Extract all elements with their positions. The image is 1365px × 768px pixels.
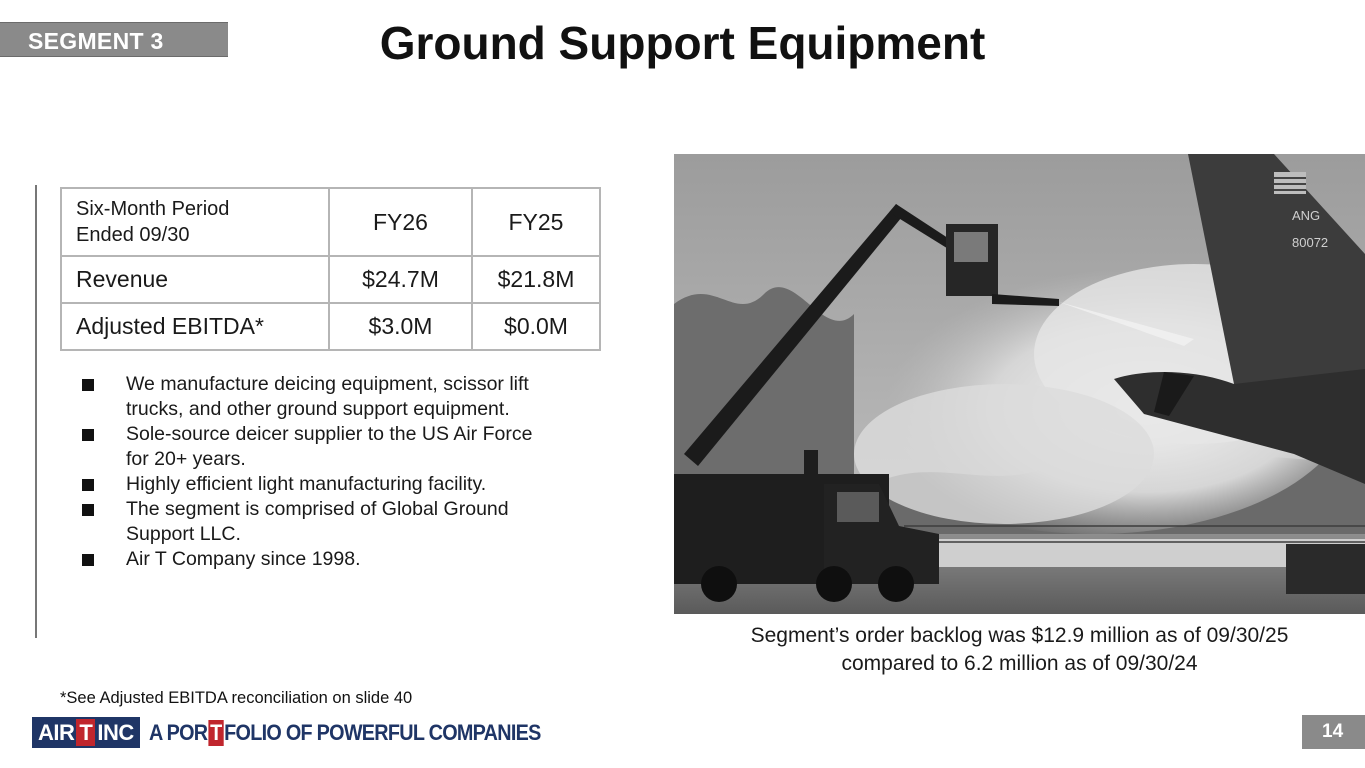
brand-tagline: A POR T FOLIO OF POWERFUL COMPANIES <box>148 719 541 745</box>
bullet-item: We manufacture deicing equipment, scissor lift trucks, and other ground support equipment. <box>80 372 600 422</box>
bullet-item: Highly efficient light manufacturing facility. <box>80 472 600 497</box>
bullet-list <box>80 372 600 572</box>
airt-logo: AIR T INC <box>32 717 140 748</box>
table-header-fy26: FY26 <box>329 188 472 256</box>
tail-marking-text: ANG <box>1292 208 1321 223</box>
table-row <box>61 303 600 350</box>
deicing-photo <box>674 154 1365 614</box>
footnote: *See Adjusted EBITDA reconciliation on slide 40 <box>60 689 413 707</box>
table-row <box>61 256 600 303</box>
square-bullet-icon <box>82 379 94 391</box>
row-label: Revenue <box>61 256 329 303</box>
table-header-label: Six-Month Period Ended 09/30 <box>61 188 329 256</box>
row-value-fy26: $24.7M <box>329 256 472 303</box>
square-bullet-icon <box>82 504 94 516</box>
segment-tag: SEGMENT 3 <box>0 22 228 57</box>
backlog-caption: Segment’s order backlog was $12.9 million as of 09/30/25 compared to 6.2 million as of 09/30/24 <box>750 624 1289 675</box>
financial-table <box>60 187 601 351</box>
square-bullet-icon <box>82 554 94 566</box>
bullet-item: Air T Company since 1998. <box>80 547 600 572</box>
square-bullet-icon <box>82 429 94 441</box>
bullet-item: The segment is comprised of Global Ground Support LLC. <box>80 497 600 547</box>
row-value-fy25: $0.0M <box>472 303 600 350</box>
row-value-fy25: $21.8M <box>472 256 600 303</box>
table-header-row <box>61 188 600 256</box>
square-bullet-icon <box>82 479 94 491</box>
bullet-item: Sole-source deicer supplier to the US Air Force for 20+ years. <box>80 422 600 472</box>
row-label: Adjusted EBITDA* <box>61 303 329 350</box>
divider-line <box>35 185 37 638</box>
table-header-fy25: FY25 <box>472 188 600 256</box>
row-value-fy26: $3.0M <box>329 303 472 350</box>
slide-title: Ground Support Equipment <box>379 17 986 69</box>
page-number: 14 <box>1302 715 1365 749</box>
brand-logo <box>32 717 584 748</box>
tail-number-text: 80072 <box>1292 235 1329 250</box>
